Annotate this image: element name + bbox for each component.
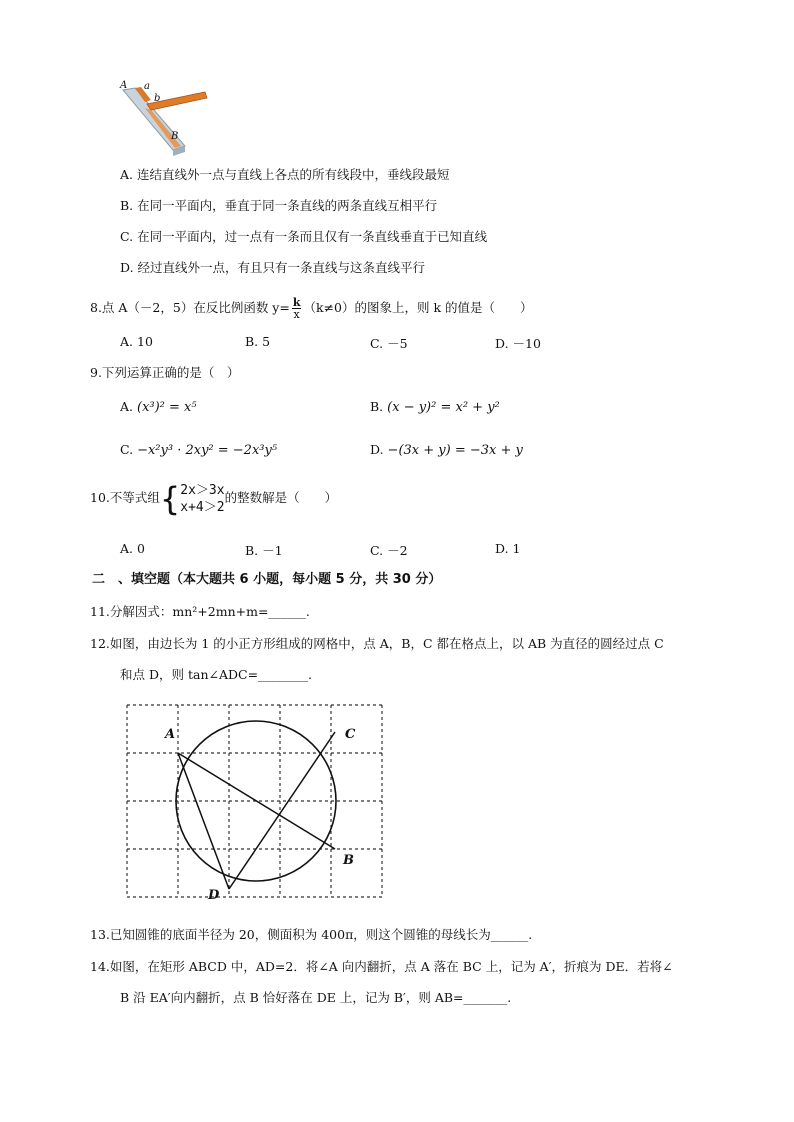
q8-fraction: $\frac{k}{x}$ bbox=[292, 296, 301, 321]
q10-stem: 10.不等式组{2x＞3x x+4＞2的整数解是（ ） bbox=[90, 479, 338, 518]
q14-line2: B 沿 EA′向内翻折，点 B 恰好落在 DE 上，记为 B′，则 AB=_______. bbox=[120, 990, 512, 1005]
q8-option-b: B. 5 bbox=[245, 334, 271, 349]
q7-option-c: C. 在同一平面内，过一点有一条而且仅有一条直线垂直于已知直线 bbox=[120, 229, 488, 244]
q13-text: 13.已知圆锥的底面半径为 20，侧面积为 400π，则这个圆锥的母线长为______. bbox=[90, 927, 533, 942]
figure-label-b: b bbox=[154, 93, 161, 104]
q12-line1: 12.如图，由边长为 1 的小正方形组成的网格中，点 A，B，C 都在格点上，以 AB 为直径的圆经过点 C bbox=[90, 636, 664, 651]
q8-option-d: D. －10 bbox=[495, 336, 541, 351]
q10-option-a: A. 0 bbox=[120, 541, 145, 556]
q12-line2: 和点 D，则 tan∠ADC=________. bbox=[120, 667, 313, 682]
q14-line1: 14.如图，在矩形 ABCD 中，AD=2．将∠A 向内翻折，点 A 落在 BC 上，记为 A′，折痕为 DE．若将∠ bbox=[90, 959, 673, 974]
q9-option-d: D. −(3x + y) = −3x + y bbox=[370, 442, 523, 458]
q8-stem: 8.点 A（－2，5）在反比例函数 y= $\frac{k}{x}$ （k≠0）的图象上，则 k 的值是（ ） bbox=[90, 296, 533, 321]
figure-label-A: A bbox=[120, 80, 128, 91]
grid-label-C: C bbox=[345, 727, 356, 742]
q10-option-c: C. －2 bbox=[370, 543, 408, 558]
q7-option-d: D. 经过直线外一点，有且只有一条直线与这条直线平行 bbox=[120, 260, 426, 275]
q9-option-b: B. (x − y)² = x² + y² bbox=[370, 399, 500, 415]
grid-circle-figure bbox=[110, 695, 400, 915]
grid-label-A: A bbox=[165, 727, 176, 742]
grid-label-D: D bbox=[208, 888, 220, 903]
t-square-figure bbox=[115, 78, 215, 158]
q8-option-c: C. －5 bbox=[370, 336, 408, 351]
q7-option-a: A. 连结直线外一点与直线上各点的所有线段中，垂线段最短 bbox=[120, 167, 450, 182]
q9-option-a: A. (x³)² = x⁵ bbox=[120, 399, 197, 415]
q10-system: 2x＞3x x+4＞2 bbox=[180, 482, 225, 515]
q8-option-a: A. 10 bbox=[120, 334, 153, 349]
q9-option-c: C. −x²y³ · 2xy² = −2x³y⁵ bbox=[120, 442, 278, 458]
figure-label-a: a bbox=[144, 81, 150, 92]
q7-option-b: B. 在同一平面内，垂直于同一条直线的两条直线互相平行 bbox=[120, 198, 438, 213]
q9-stem: 9.下列运算正确的是（ ） bbox=[90, 365, 240, 380]
figure-label-B: B bbox=[171, 131, 179, 142]
grid-label-B: B bbox=[343, 853, 354, 868]
q10-option-b: B. －1 bbox=[245, 543, 283, 558]
q11-text: 11.分解因式：mn²+2mn+m=______. bbox=[90, 604, 310, 619]
q10-brace: { bbox=[159, 479, 181, 518]
q10-option-d: D. 1 bbox=[495, 541, 521, 556]
section-title-fill-in: 二 、填空题（本大题共 6 小题，每小题 5 分，共 30 分） bbox=[92, 572, 442, 587]
